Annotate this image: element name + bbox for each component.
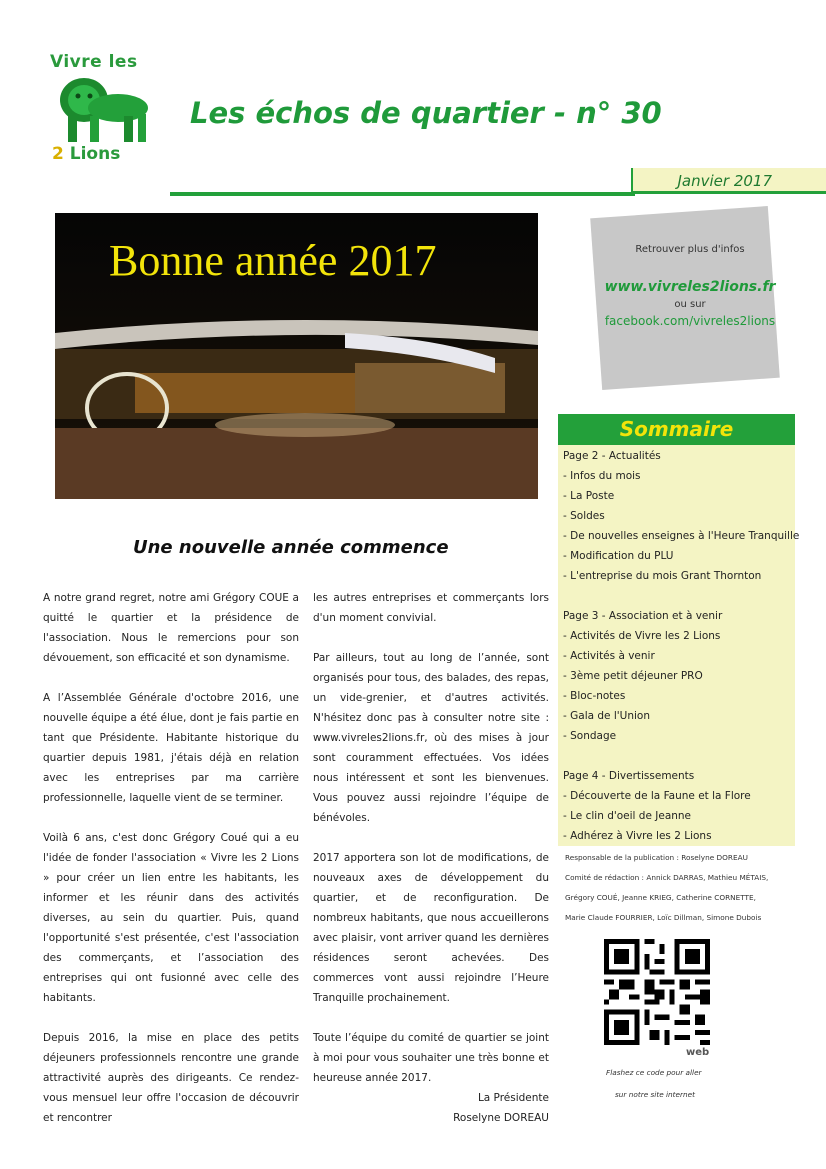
issue-date-box xyxy=(631,168,826,194)
signature-name: Roselyne DOREAU xyxy=(453,1112,549,1124)
info-or: ou sur xyxy=(674,299,706,310)
cover-photo xyxy=(55,213,538,499)
summary-item: - Le clin d'oeil de Jeanne xyxy=(563,810,692,822)
article-column-2 xyxy=(313,588,549,1128)
logo-text-bottom: 2 Lions xyxy=(52,144,121,164)
summary-item: - Infos du mois xyxy=(563,470,641,482)
summary-item: - Activités de Vivre les 2 Lions xyxy=(563,630,721,642)
issue-date: Janvier 2017 xyxy=(677,172,772,190)
summary-item: - Activités à venir xyxy=(563,650,655,662)
summary-item: - De nouvelles enseignes à l'Heure Tranquille xyxy=(563,530,800,542)
summary-item: - La Poste xyxy=(563,490,615,502)
article-column-1 xyxy=(43,588,299,1148)
article-paragraph: 2017 apportera son lot de modifications, de nouveaux axes de développement du quartier, et de reconfiguration. De nombreux habitants, que nous accueillerons avec plaisir, vont arriver quand les dernières résidences seront achevées. Des commerces vont aussi rejoindre l’Heure Tranquille prochainement. xyxy=(313,852,549,1004)
credit-line: Grégory COUÉ, Jeanne KRIEG, Catherine CORNETTE, xyxy=(565,893,756,902)
summary-item: - Soldes xyxy=(563,510,605,522)
article-paragraph: A l’Assemblée Générale d'octobre 2016, une nouvelle équipe a été élue, dont je fais partie en tant que Présidente. Habitante historique du quartier depuis 1981, j'étais déjà en relation avec les entreprises par ma carrière professionnelle, laquelle vient de se terminer. xyxy=(43,692,299,804)
info-line: Retrouver plus d'infos xyxy=(635,244,745,255)
summary-item: Page 3 - Association et à venir xyxy=(563,610,723,622)
summary-item: - Gala de l'Union xyxy=(563,710,650,722)
facebook-link[interactable]: facebook.com/vivreles2lions xyxy=(604,314,776,328)
summary-list xyxy=(563,448,799,848)
qr-label: web xyxy=(686,1047,710,1058)
article-paragraph: Voilà 6 ans, c'est donc Grégory Coué qui a eu l'idée de fonder l'association « Vivre les 2 Lions » pour créer un lien entre les habitants, les informer et les réunir dans des activités diverses, au sein du quartier. Puis, quand l'opportunité s'est présentée, c'est l'association des commerçants, et l’association des entreprises qui ont fusionné avec celle des habitants. xyxy=(43,832,299,1004)
summary-item: - Bloc-notes xyxy=(563,690,626,702)
qr-caption: Flashez ce code pour aller xyxy=(606,1068,702,1077)
summary-item: - L'entreprise du mois Grant Thornton xyxy=(563,570,762,582)
article-title: Une nouvelle année commence xyxy=(133,537,449,558)
website-link[interactable]: www.vivreles2lions.fr xyxy=(604,279,776,295)
summary-item xyxy=(563,588,799,608)
logo-text-top: Vivre les xyxy=(50,52,138,72)
qr-code-icon[interactable] xyxy=(604,939,710,1045)
credits xyxy=(565,853,795,933)
summary-item: - Adhérez à Vivre les 2 Lions xyxy=(563,830,712,842)
summary-item xyxy=(563,748,799,768)
summary-item: - Découverte de la Faune et la Flore xyxy=(563,790,751,802)
summary-item: - 3ème petit déjeuner PRO xyxy=(563,670,703,682)
summary-item: - Modification du PLU xyxy=(563,550,674,562)
article-paragraph: Depuis 2016, la mise en place des petits déjeuners professionnels rencontre une grande attractivité auprès des dirigeants. Ce rendez-vous mensuel leur offre l'occasion de découvrir et rencontrer xyxy=(43,1032,299,1124)
logo xyxy=(50,52,160,170)
summary-item: - Sondage xyxy=(563,730,617,742)
summary-header xyxy=(558,414,795,445)
credit-line: Marie Claude FOURRIER, Loïc Dillman, Simone Dubois xyxy=(565,913,762,922)
article-paragraph: Par ailleurs, tout au long de l’année, sont organisés pour tous, des balades, des repas, un vide-grenier, et d'autres activités. N'hésitez donc pas à consulter notre site : www.vivreles2lions.fr, où des mises à jour sont couramment effectuées. Vos idées nous intéressent et sont les bienvenues. Vous pouvez aussi rejoindre l’équipe de bénévoles. xyxy=(313,652,549,824)
summary-item: Page 2 - Actualités xyxy=(563,450,661,462)
signature-role: La Présidente xyxy=(477,1092,549,1104)
credit-line: Responsable de la publication : Roselyne DOREAU xyxy=(565,853,748,862)
newsletter-title: Les échos de quartier - n° 30 xyxy=(190,96,662,130)
credit-line: Comité de rédaction : Annick DARRAS, Mathieu MÉTAIS, xyxy=(565,873,769,882)
info-text xyxy=(600,244,780,328)
photo-greeting: Bonne année 2017 xyxy=(109,236,437,285)
article-paragraph: les autres entreprises et commerçants lors d'un moment convivial. xyxy=(313,592,549,624)
summary-title: Sommaire xyxy=(619,417,734,441)
lion-icon xyxy=(54,74,154,146)
title-divider xyxy=(170,192,635,196)
summary-item: Page 4 - Divertissements xyxy=(563,770,695,782)
article-paragraph: A notre grand regret, notre ami Grégory COUE a quitté le quartier et la présidence de l'association. Nous le remercions pour son dévouement, son efficacité et son dynamisme. xyxy=(43,592,299,664)
article-paragraph: Toute l’équipe du comité de quartier se joint à moi pour vous souhaiter une très bonne et heureuse année 2017. xyxy=(313,1032,549,1084)
qr-caption: sur notre site internet xyxy=(615,1090,695,1099)
